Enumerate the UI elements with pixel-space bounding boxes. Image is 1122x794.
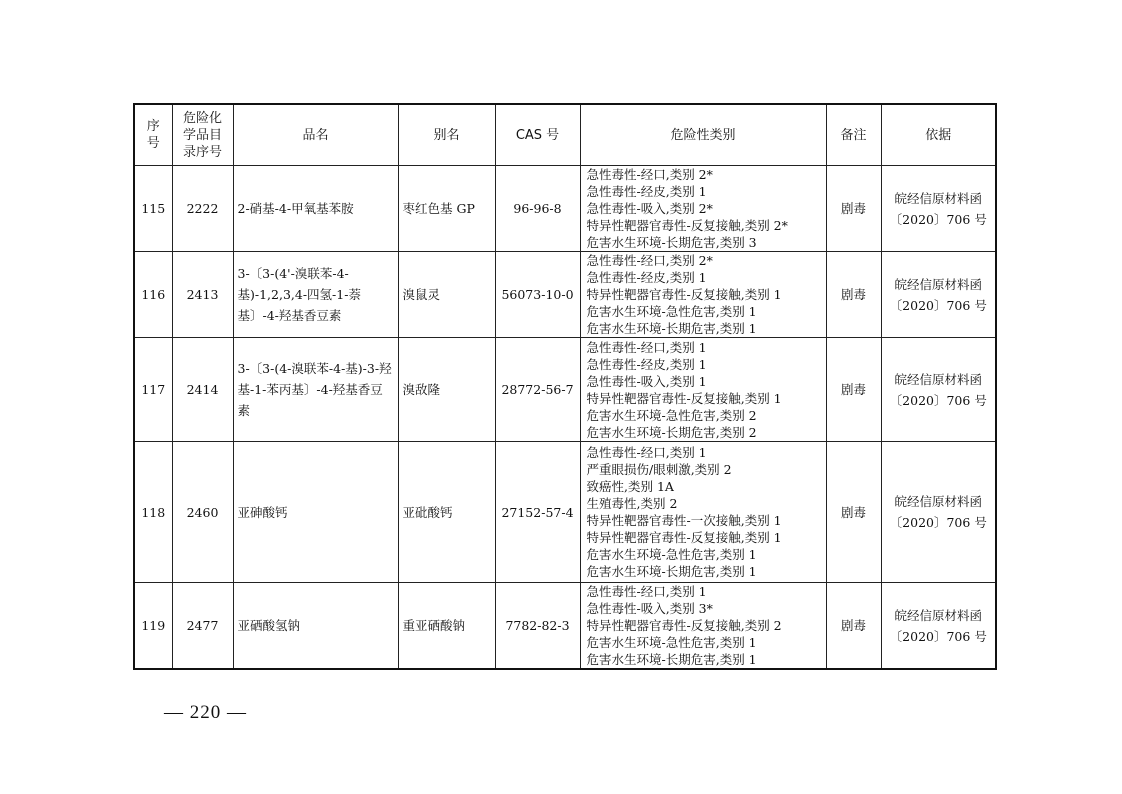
hazard-line: 危害水生环境-急性危害,类别 2 — [586, 407, 757, 423]
header-alias: 别名 — [398, 104, 495, 166]
cell-alias: 亚砒酸钙 — [398, 442, 495, 583]
cell-alias: 溴鼠灵 — [398, 252, 495, 338]
hazard-line: 危害水生环境-长期危害,类别 1 — [586, 321, 757, 336]
hazard-line: 特异性靶器官毒性-反复接触,类别 1 — [586, 390, 782, 406]
cell-remark: 剧毒 — [826, 583, 881, 670]
cell-hazards — [580, 252, 826, 338]
basis-line: 〔2020〕706 号 — [889, 297, 987, 313]
hazard-line: 急性毒性-经口,类别 1 — [586, 339, 707, 355]
cell-basis — [881, 583, 996, 670]
hazard-line: 急性毒性-经皮,类别 1 — [586, 184, 707, 199]
header-hazard: 危险性类别 — [580, 104, 826, 166]
cell-hazards — [580, 166, 826, 252]
cell-catalog-no: 2477 — [172, 583, 233, 670]
cell-alias: 枣红色基 GP — [398, 166, 495, 252]
hazard-line: 急性毒性-吸入,类别 2* — [586, 201, 713, 216]
cell-remark: 剧毒 — [826, 166, 881, 252]
cell-hazards — [580, 583, 826, 670]
basis-line: 皖经信原材料函 — [894, 190, 982, 206]
basis-line: 皖经信原材料函 — [894, 494, 982, 509]
cell-name: 2-硝基-4-甲氧基苯胺 — [233, 166, 398, 252]
hazard-line: 危害水生环境-急性危害,类别 1 — [586, 304, 757, 319]
hazard-line: 急性毒性-经口,类别 2* — [586, 253, 713, 268]
basis-line: 〔2020〕706 号 — [889, 515, 987, 530]
header-name: 品名 — [233, 104, 398, 166]
cell-seq: 115 — [134, 166, 172, 252]
hazard-line: 严重眼损伤/眼刺激,类别 2 — [586, 462, 732, 477]
basis-line: 皖经信原材料函 — [894, 371, 982, 387]
header-remark: 备注 — [826, 104, 881, 166]
cell-catalog-no: 2413 — [172, 252, 233, 338]
cell-cas: 56073-10-0 — [495, 252, 580, 338]
hazard-line: 急性毒性-经口,类别 1 — [586, 584, 707, 599]
hazardous-chemicals-table — [133, 103, 997, 670]
hazard-line: 急性毒性-经皮,类别 1 — [586, 356, 707, 372]
page-number: — 220 — — [164, 702, 247, 723]
cell-basis — [881, 338, 996, 442]
cell-seq: 117 — [134, 338, 172, 442]
hazard-line: 急性毒性-吸入,类别 3* — [586, 601, 713, 616]
header-seq: 序号 — [134, 104, 172, 166]
hazard-line: 急性毒性-经口,类别 1 — [586, 445, 707, 460]
basis-line: 〔2020〕706 号 — [889, 392, 987, 408]
hazard-line: 危害水生环境-长期危害,类别 1 — [586, 564, 757, 579]
cell-seq: 119 — [134, 583, 172, 670]
basis-line: 皖经信原材料函 — [894, 276, 982, 292]
table-row — [134, 442, 996, 583]
cell-remark: 剧毒 — [826, 252, 881, 338]
hazard-line: 特异性靶器官毒性-反复接触,类别 2 — [586, 618, 782, 633]
hazard-line: 特异性靶器官毒性-一次接触,类别 1 — [586, 513, 782, 528]
hazard-line: 危害水生环境-长期危害,类别 2 — [586, 424, 757, 440]
hazard-line: 特异性靶器官毒性-反复接触,类别 2* — [586, 218, 788, 233]
hazard-line: 特异性靶器官毒性-反复接触,类别 1 — [586, 287, 782, 302]
basis-line: 〔2020〕706 号 — [889, 211, 987, 227]
header-catalog-no: 危险化学品目录序号 — [172, 104, 233, 166]
cell-basis — [881, 166, 996, 252]
cell-seq: 118 — [134, 442, 172, 583]
cell-alias: 溴敌隆 — [398, 338, 495, 442]
basis-line: 〔2020〕706 号 — [889, 628, 987, 644]
cell-hazards — [580, 338, 826, 442]
table-row — [134, 252, 996, 338]
cell-cas: 7782-82-3 — [495, 583, 580, 670]
table-row — [134, 583, 996, 670]
cell-name: 3-〔3-(4-溴联苯-4-基)-3-羟基-1-苯丙基〕-4-羟基香豆素 — [233, 338, 398, 442]
cell-cas: 28772-56-7 — [495, 338, 580, 442]
cell-catalog-no: 2222 — [172, 166, 233, 252]
hazard-line: 危害水生环境-长期危害,类别 3 — [586, 235, 757, 250]
hazard-line: 危害水生环境-长期危害,类别 1 — [586, 652, 757, 667]
cell-cas: 27152-57-4 — [495, 442, 580, 583]
hazard-line: 急性毒性-吸入,类别 1 — [586, 373, 707, 389]
cell-catalog-no: 2414 — [172, 338, 233, 442]
header-cas: CAS 号 — [495, 104, 580, 166]
cell-hazards — [580, 442, 826, 583]
header-basis: 依据 — [881, 104, 996, 166]
cell-catalog-no: 2460 — [172, 442, 233, 583]
cell-seq: 116 — [134, 252, 172, 338]
cell-remark: 剧毒 — [826, 338, 881, 442]
hazard-line: 致癌性,类别 1A — [586, 479, 674, 494]
hazard-line: 生殖毒性,类别 2 — [586, 496, 678, 511]
cell-alias: 重亚硒酸钠 — [398, 583, 495, 670]
cell-name: 亚砷酸钙 — [233, 442, 398, 583]
hazard-line: 危害水生环境-急性危害,类别 1 — [586, 547, 757, 562]
table-row — [134, 338, 996, 442]
table-header-row — [134, 104, 996, 166]
hazard-line: 特异性靶器官毒性-反复接触,类别 1 — [586, 530, 782, 545]
cell-basis — [881, 442, 996, 583]
cell-remark: 剧毒 — [826, 442, 881, 583]
basis-line: 皖经信原材料函 — [894, 607, 982, 623]
cell-name: 亚硒酸氢钠 — [233, 583, 398, 670]
hazard-line: 急性毒性-经口,类别 2* — [586, 167, 713, 182]
hazard-line: 危害水生环境-急性危害,类别 1 — [586, 635, 757, 650]
cell-basis — [881, 252, 996, 338]
cell-name: 3-〔3-(4'-溴联苯-4-基)-1,2,3,4-四氢-1-萘基〕-4-羟基香豆素 — [233, 252, 398, 338]
table-row — [134, 166, 996, 252]
hazard-line: 急性毒性-经皮,类别 1 — [586, 270, 707, 285]
cell-cas: 96-96-8 — [495, 166, 580, 252]
